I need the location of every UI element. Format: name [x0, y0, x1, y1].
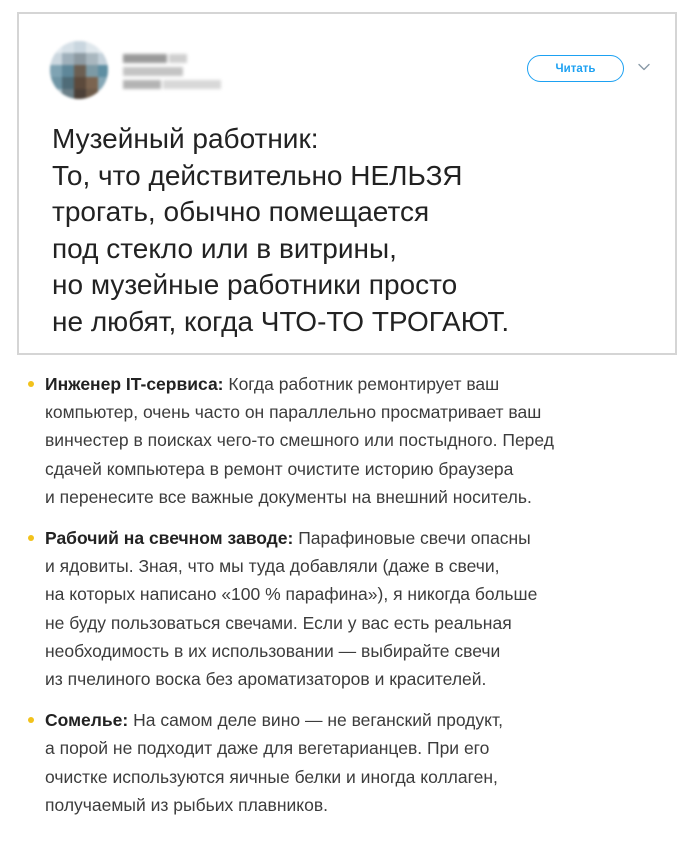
- list-item-line: очистке используются яичные белки и иногда коллаген,: [45, 766, 498, 787]
- list-item-line: и перенесите все важные документы на внешний носитель.: [45, 486, 532, 507]
- list-item-text: Парафиновые свечи опасны: [293, 528, 531, 549]
- list-item-text: На самом деле вино — не веганский продукт,: [128, 710, 503, 731]
- tweet-text-line: не любят, когда ЧТО-ТО ТРОГАЮТ.: [52, 305, 510, 337]
- list-item-line: получаемый из рыбьих плавников.: [45, 794, 329, 815]
- bullet-icon: [28, 381, 34, 387]
- list-item-line: на которых написано «100 % парафина»), я никогда больше: [45, 584, 538, 605]
- chevron-down-icon[interactable]: [637, 60, 651, 74]
- author-avatar[interactable]: [50, 41, 108, 99]
- list-item-term: Сомелье:: [45, 710, 129, 731]
- list-item-line: компьютер, очень часто он параллельно просматривает ваш: [45, 402, 542, 423]
- list-item-line: из пчелиного воска без ароматизаторов и красителей.: [45, 669, 487, 690]
- confessions-list: [28, 370, 688, 819]
- tweet-card: [17, 12, 677, 355]
- tweet-text: [52, 121, 662, 340]
- list-item-it-engineer: [28, 370, 688, 511]
- list-item-text: Когда работник ремонтирует ваш: [223, 374, 500, 394]
- list-item-line: и ядовиты. Зная, что мы туда добавляли (даже в свечи,: [45, 556, 500, 577]
- read-button[interactable]: Читать: [527, 55, 624, 82]
- list-item-sommelier: [28, 706, 688, 819]
- list-item-term: Инженер IT-сервиса:: [45, 374, 224, 394]
- list-item-line: винчестер в поисках чего-то смешного или постыдного. Перед: [45, 430, 554, 451]
- author-name-blurred[interactable]: [123, 52, 243, 92]
- tweet-text-line: То, что действительно НЕЛЬЗЯ: [52, 159, 463, 191]
- list-item-line: необходимость в их использовании — выбирайте свечи: [45, 640, 501, 661]
- list-item-line: а порой не подходит даже для вегетарианцев. При его: [45, 738, 490, 759]
- list-item-line: [45, 524, 688, 552]
- tweet-text-line: но музейные работники просто: [52, 269, 458, 300]
- bullet-icon: [28, 717, 34, 723]
- list-item-line: не буду пользоваться свечами. Если у вас есть реальная: [45, 612, 512, 633]
- bullet-icon: [28, 535, 34, 541]
- list-item-line: [45, 706, 688, 734]
- list-item-line: [45, 370, 688, 398]
- tweet-text-line: трогать, обычно помещается: [52, 196, 430, 227]
- list-item-candle-factory: [28, 524, 688, 693]
- list-item-term: Рабочий на свечном заводе:: [45, 528, 294, 549]
- tweet-text-line: под стекло или в витрины,: [52, 232, 397, 264]
- list-item-line: сдачей компьютера в ремонт очистите историю браузера: [45, 458, 514, 479]
- tweet-text-line: Музейный работник:: [52, 123, 319, 154]
